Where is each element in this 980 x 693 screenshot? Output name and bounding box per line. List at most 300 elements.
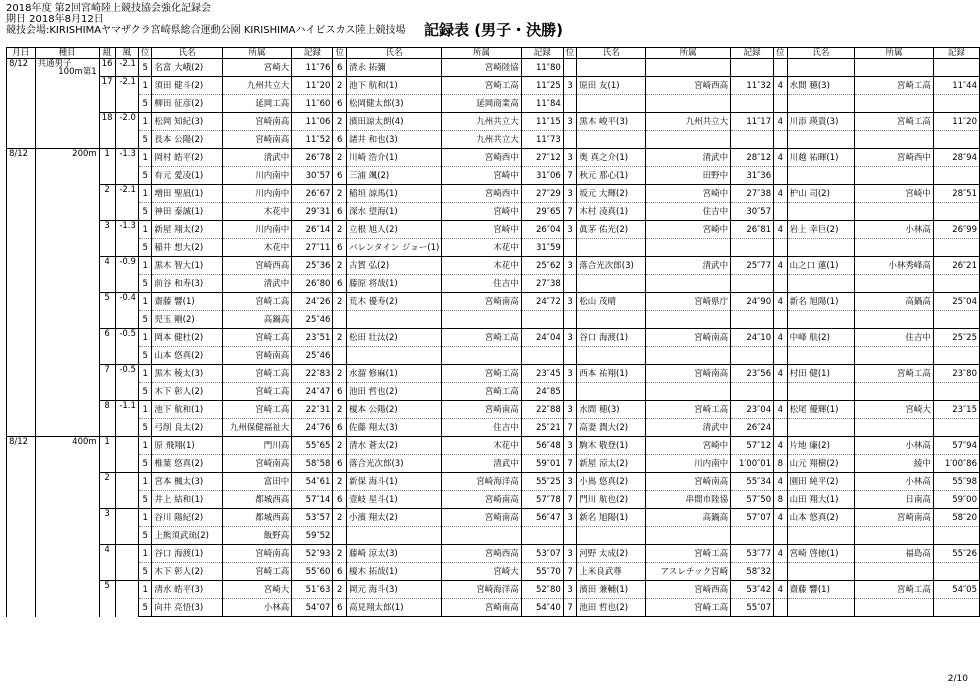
table-row [7,239,980,257]
wind [115,473,138,509]
column-header: 所属 [222,48,291,59]
column-header: 位 [563,48,577,59]
heat-number: 5 [99,293,115,329]
place: 3 [563,293,577,311]
affiliation [855,239,934,257]
athlete-name [787,95,854,113]
table-row [7,581,980,599]
table-row [7,491,980,509]
affiliation [646,131,731,149]
affiliation: 宮崎中 [646,221,731,239]
athlete-name: 濱田 兼輔(1) [577,581,646,599]
affiliation [646,59,731,77]
athlete-name: 松田 壮汰(2) [346,329,441,347]
wind: -1.1 [115,401,138,437]
athlete-name: 山田 翔大(1) [787,491,854,509]
affiliation [855,59,934,77]
record: 53″07 [521,545,563,563]
affiliation: 宮崎西高 [442,545,521,563]
affiliation: 宮崎工高 [222,401,291,419]
place: 5 [138,59,152,77]
record: 55″07 [731,599,774,617]
affiliation: 宮崎西中 [442,149,521,167]
place: 5 [138,419,152,437]
affiliation: 富田中 [222,473,291,491]
column-header: 位 [333,48,347,59]
event-name-line1: 400m [72,437,97,447]
record: 30″57 [292,167,333,185]
athlete-name: 古賀 弘(2) [346,257,441,275]
place: 1 [138,437,152,455]
affiliation: 宮崎工高 [855,365,934,383]
affiliation: 宮崎県庁 [646,293,731,311]
affiliation: 住吉中 [442,419,521,437]
record: 23″45 [521,365,563,383]
place [774,239,788,257]
affiliation [855,383,934,401]
athlete-name: 園田 純平(2) [787,473,854,491]
record: 52″80 [521,581,563,599]
athlete-name: 木村 凌真(1) [577,203,646,221]
column-header: 氏名 [577,48,646,59]
place: 1 [138,77,152,95]
column-header: 所属 [442,48,521,59]
table-row [7,401,980,419]
table-row [7,509,980,527]
heat-number: 6 [99,329,115,365]
wind: -0.4 [115,293,138,329]
record: 26″24 [731,419,774,437]
record: 54″05 [933,581,979,599]
heat-number: 4 [99,545,115,581]
place: 2 [333,473,347,491]
record: 11″20 [292,77,333,95]
record: 26″78 [292,149,333,167]
place: 1 [138,221,152,239]
athlete-name: 黒木 峻平(3) [577,113,646,131]
place: 6 [333,59,347,77]
record: 55″98 [933,473,979,491]
place: 3 [563,185,577,203]
affiliation: 住吉中 [442,275,521,293]
record: 24″04 [521,329,563,347]
place: 5 [138,347,152,365]
affiliation: 高鍋高 [646,509,731,527]
place: 5 [138,599,152,617]
athlete-name: 新保 海斗(1) [346,473,441,491]
record: 22″88 [521,401,563,419]
place: 7 [563,167,577,185]
record: 29″65 [521,203,563,221]
record: 28″51 [933,185,979,203]
column-header: 所属 [646,48,731,59]
record [731,311,774,329]
athlete-name: 弓削 良太(2) [152,419,222,437]
place [563,275,577,293]
athlete-name [577,383,646,401]
place: 2 [333,401,347,419]
table-row [7,59,980,77]
event-name-line1: 200m [72,149,97,159]
athlete-name [787,419,854,437]
place: 6 [333,239,347,257]
place: 5 [138,275,152,293]
table-row [7,311,980,329]
athlete-name: 藤原 将哉(1) [346,275,441,293]
record: 26″80 [292,275,333,293]
meet-name: 2018年度 第2回宮崎陸上競技協会強化記録会 [6,3,211,14]
athlete-name: 谷川 陽紀(2) [152,509,222,527]
place: 3 [563,113,577,131]
meet-venue: 競技会場:KIRISHIMAヤマザクラ宮崎県総合運動公園 KIRISHIMAハイビスカス陸上競技場 [6,25,406,36]
place: 3 [563,545,577,563]
affiliation: 九州共立大 [646,113,731,131]
affiliation: 宮崎西高 [646,581,731,599]
affiliation: 九州共立大 [442,113,521,131]
column-header: 位 [138,48,152,59]
record: 54″07 [292,599,333,617]
affiliation: 宮崎大 [855,401,934,419]
record: 31″06 [521,167,563,185]
column-header: 所属 [855,48,934,59]
place [774,275,788,293]
athlete-name [577,275,646,293]
athlete-name: 柳田 征彦(2) [152,95,222,113]
affiliation: 宮崎工高 [855,77,934,95]
affiliation [855,599,934,617]
table-row [7,275,980,293]
record [933,311,979,329]
affiliation: 高鍋高 [222,311,291,329]
affiliation: 福島高 [855,545,934,563]
affiliation: 宮崎南高 [222,347,291,365]
place: 4 [774,293,788,311]
record: 58″58 [292,455,333,473]
heat-number: 4 [99,257,115,293]
record [521,527,563,545]
athlete-name [577,311,646,329]
place [774,599,788,617]
athlete-name: 片地 廉(2) [787,437,854,455]
heat-number: 16 [99,59,115,77]
affiliation [646,275,731,293]
affiliation [442,311,521,329]
wind: -0.5 [115,329,138,365]
athlete-name: 榎木 拓哉(1) [346,563,441,581]
place: 2 [333,581,347,599]
affiliation: 川内南中 [646,455,731,473]
athlete-name: 池下 航和(1) [152,401,222,419]
place: 2 [333,221,347,239]
place: 4 [774,77,788,95]
affiliation [855,563,934,581]
event-date: 8/12 [7,59,36,149]
place: 1 [138,293,152,311]
record: 1′00″01 [731,455,774,473]
affiliation: 田野中 [646,167,731,185]
athlete-name: 新名 旭陽(1) [787,293,854,311]
athlete-name: 山本 悠真(2) [152,347,222,365]
place: 4 [774,401,788,419]
event-name [35,437,99,617]
record: 30″57 [731,203,774,221]
athlete-name: 岡村 皓平(2) [152,149,222,167]
place [774,347,788,365]
place: 3 [563,581,577,599]
wind [115,437,138,473]
affiliation [855,131,934,149]
athlete-name: 岡元 海斗(3) [346,581,441,599]
place [774,167,788,185]
place: 2 [333,437,347,455]
record: 26″04 [521,221,563,239]
place [563,59,577,77]
athlete-name: 佐藤 翔太(3) [346,419,441,437]
column-header: 記録 [933,48,979,59]
table-row [7,383,980,401]
place: 3 [563,329,577,347]
place: 3 [563,509,577,527]
place [774,311,788,329]
record: 27″11 [292,239,333,257]
place: 2 [333,149,347,167]
affiliation: 清武中 [646,419,731,437]
event-name [35,59,99,149]
affiliation: 木花中 [442,239,521,257]
affiliation: 小林高 [855,437,934,455]
place [774,563,788,581]
place: 4 [774,329,788,347]
record: 22″31 [292,401,333,419]
wind: -2.1 [115,77,138,113]
athlete-name: 池田 哲也(2) [346,383,441,401]
place: 5 [138,455,152,473]
event-name-line2: 100m第1 [58,67,97,77]
athlete-name: 上熊須武琉(2) [152,527,222,545]
record: 24″26 [292,293,333,311]
place: 1 [138,257,152,275]
affiliation: 延岡商業高 [442,95,521,113]
affiliation [855,527,934,545]
record: 54″40 [521,599,563,617]
record [731,347,774,365]
record: 11″06 [292,113,333,131]
place [774,131,788,149]
place [333,347,347,365]
affiliation: 清武中 [222,275,291,293]
table-row [7,95,980,113]
affiliation [855,419,934,437]
athlete-name: 小嶌 悠真(2) [577,473,646,491]
heat-number: 3 [99,221,115,257]
place: 4 [774,509,788,527]
athlete-name [577,527,646,545]
record: 11″44 [933,77,979,95]
athlete-name: 新屋 涼太(2) [577,455,646,473]
table-row [7,329,980,347]
athlete-name: 眞茅 佑光(2) [577,221,646,239]
affiliation: 宮崎工高 [442,365,521,383]
record: 55″34 [731,473,774,491]
record: 24″47 [292,383,333,401]
affiliation: 川内南中 [222,167,291,185]
athlete-name [577,239,646,257]
record: 25″77 [731,257,774,275]
affiliation [442,527,521,545]
affiliation: 宮崎工高 [855,581,934,599]
table-row [7,149,980,167]
record: 29″31 [292,203,333,221]
athlete-name: 枦山 司(2) [787,185,854,203]
athlete-name: 高見翔太郎(1) [346,599,441,617]
affiliation: アスレチック宮崎 [646,563,731,581]
table-row [7,185,980,203]
athlete-name: 清永 拓彌 [346,59,441,77]
athlete-name: 水間 穂(3) [787,77,854,95]
record [933,599,979,617]
affiliation: 宮崎工高 [442,77,521,95]
athlete-name: 原 飛翔(1) [152,437,222,455]
athlete-name: 池田 哲也(2) [577,599,646,617]
affiliation [855,167,934,185]
affiliation: 日南高 [855,491,934,509]
affiliation [646,311,731,329]
record: 53″57 [292,509,333,527]
affiliation: 川内南中 [222,185,291,203]
athlete-name: 有元 愛凌(1) [152,167,222,185]
record: 11″80 [521,59,563,77]
record: 27″38 [521,275,563,293]
affiliation: 宮崎大 [442,563,521,581]
record: 11″60 [292,95,333,113]
record [933,167,979,185]
athlete-name: 谷口 海渡(1) [152,545,222,563]
place: 5 [138,203,152,221]
athlete-name [787,275,854,293]
athlete-name: 原田 友(1) [577,77,646,95]
place [333,311,347,329]
affiliation: 宮崎西中 [855,149,934,167]
table-row [7,455,980,473]
record: 51″63 [292,581,333,599]
record: 22″83 [292,365,333,383]
athlete-name: 前谷 和寿(3) [152,275,222,293]
place: 3 [563,149,577,167]
athlete-name: 諸井 和也(3) [346,131,441,149]
affiliation: 宮崎工高 [442,329,521,347]
athlete-name: バレンタイン ジョー(1) [346,239,441,257]
affiliation: 宮崎海洋高 [442,473,521,491]
athlete-name: 松山 茂晴 [577,293,646,311]
athlete-name: 門川 航也(2) [577,491,646,509]
record: 25″25 [933,329,979,347]
affiliation: 小林秀峰高 [855,257,934,275]
record: 11″17 [731,113,774,131]
affiliation: 綾中 [855,455,934,473]
record: 1′00″86 [933,455,979,473]
athlete-name [787,203,854,221]
place [563,347,577,365]
athlete-name: 松岡 知紀(3) [152,113,222,131]
record: 11″76 [292,59,333,77]
athlete-name: 木下 彰人(2) [152,383,222,401]
place: 5 [138,491,152,509]
athlete-name: 神田 泰誠(1) [152,203,222,221]
athlete-name [787,239,854,257]
place: 5 [138,527,152,545]
place: 1 [138,473,152,491]
athlete-name: 川崎 浩介(1) [346,149,441,167]
record: 25″46 [292,311,333,329]
affiliation: 宮崎工高 [222,383,291,401]
place: 2 [333,185,347,203]
place: 1 [138,581,152,599]
place: 3 [563,221,577,239]
athlete-name: 谷口 海渡(1) [577,329,646,347]
record [731,131,774,149]
heat-number: 2 [99,185,115,221]
affiliation: 清武中 [222,149,291,167]
athlete-name: 増田 聖凪(1) [152,185,222,203]
place: 3 [563,473,577,491]
record: 57″94 [933,437,979,455]
athlete-name: 山元 翔樹(2) [787,455,854,473]
athlete-name [787,59,854,77]
place: 5 [138,167,152,185]
event-date: 8/12 [7,437,36,617]
table-row [7,347,980,365]
record [731,239,774,257]
record: 57″07 [731,509,774,527]
athlete-name [346,347,441,365]
record [933,527,979,545]
affiliation: 宮崎中 [442,221,521,239]
place: 4 [774,185,788,203]
record: 11″32 [731,77,774,95]
affiliation: 宮崎南高 [855,509,934,527]
athlete-name: 中峰 航(2) [787,329,854,347]
athlete-name: 藤崎 涼太(3) [346,545,441,563]
athlete-name: 岡本 健杜(2) [152,329,222,347]
record: 11″73 [521,131,563,149]
affiliation: 宮崎工高 [646,545,731,563]
place: 2 [333,509,347,527]
athlete-name [787,167,854,185]
place: 8 [774,455,788,473]
place: 1 [138,545,152,563]
affiliation [855,203,934,221]
place [563,95,577,113]
record: 55″70 [521,563,563,581]
record: 53″77 [731,545,774,563]
record: 52″93 [292,545,333,563]
place: 3 [563,77,577,95]
meet-date: 期日 2018年8月12日 [6,14,104,25]
athlete-name: 稲垣 諒馬(1) [346,185,441,203]
athlete-name: 椎葉 悠真(2) [152,455,222,473]
record: 27″38 [731,185,774,203]
place: 6 [333,455,347,473]
athlete-name [577,131,646,149]
affiliation: 宮崎南高 [646,329,731,347]
record [731,527,774,545]
table-header [7,48,980,59]
place: 2 [333,365,347,383]
athlete-name: 清水 蒼太(2) [346,437,441,455]
athlete-name [577,95,646,113]
affiliation: 宮崎大 [222,59,291,77]
place: 7 [563,491,577,509]
